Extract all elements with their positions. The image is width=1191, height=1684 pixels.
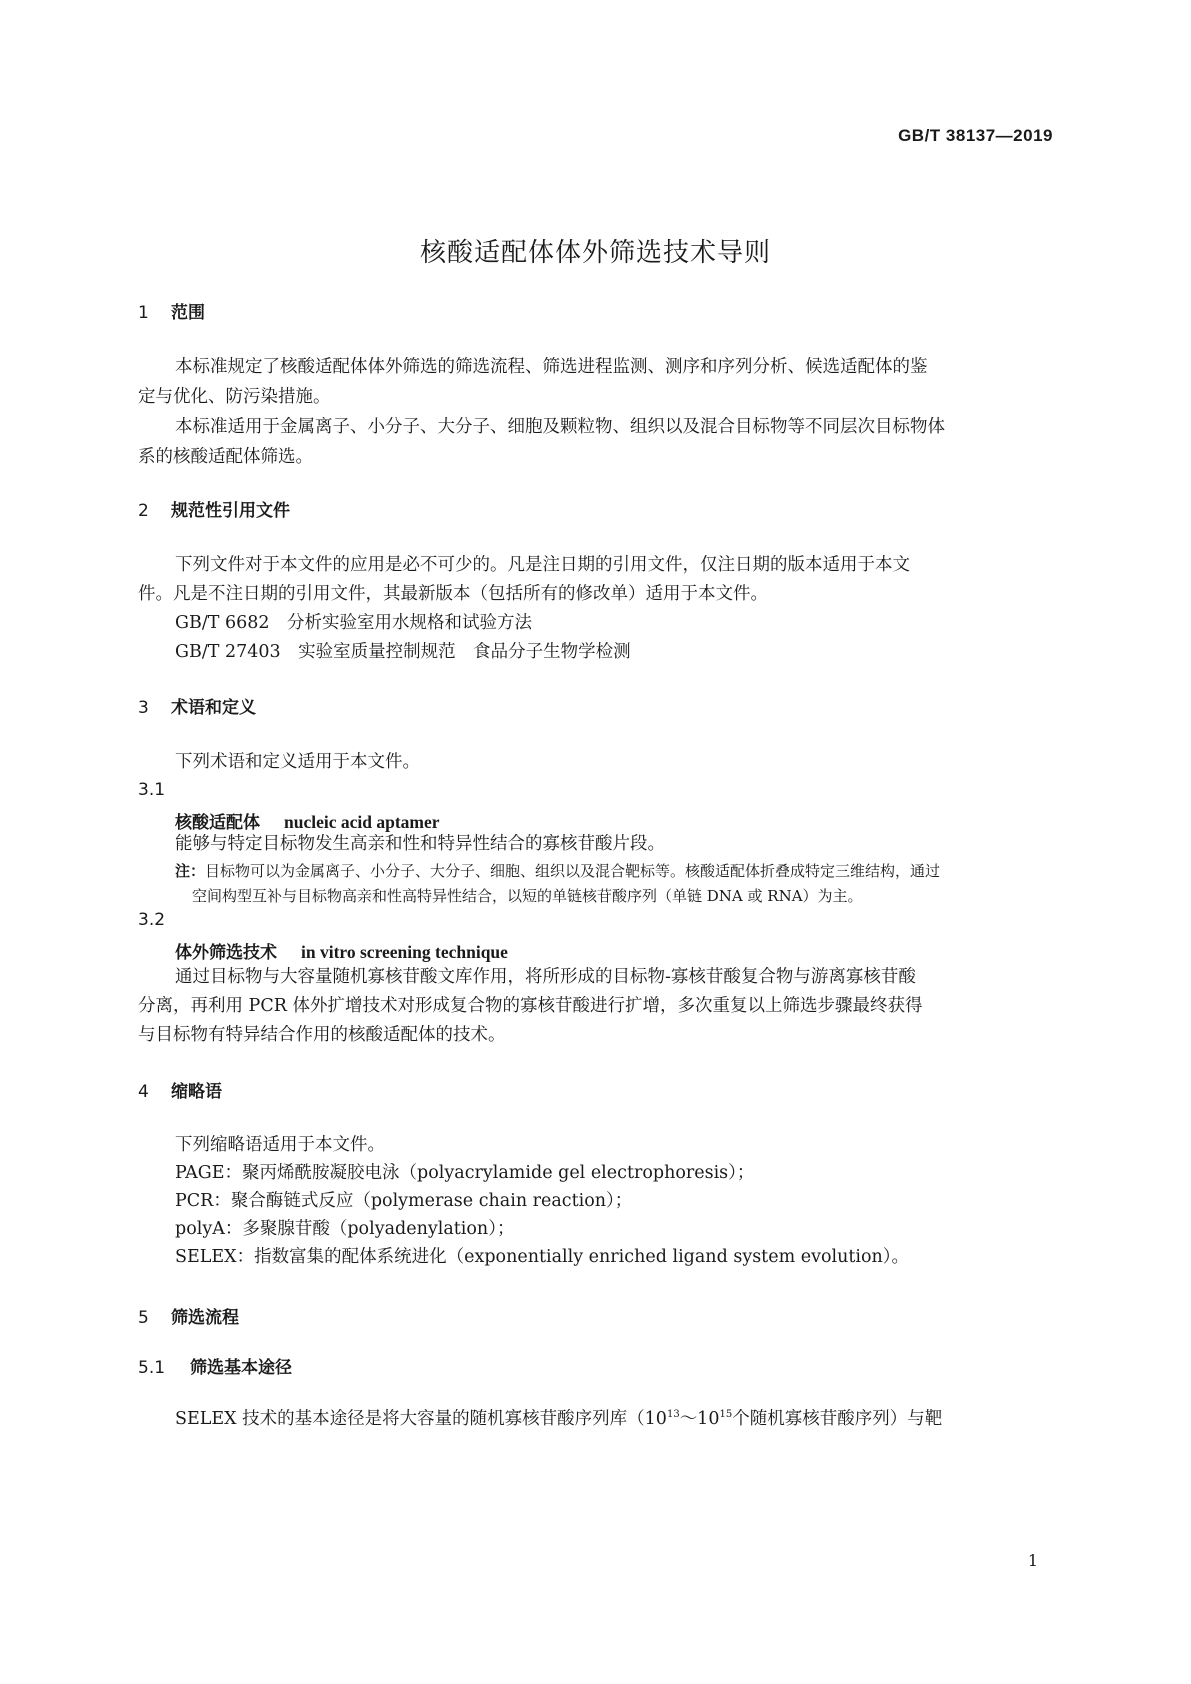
abbreviation-item: polyA：多聚腺苷酸（polyadenylation）； [175, 1219, 515, 1239]
text-run: ～10 [679, 1409, 720, 1429]
term-definition: 与目标物有特异结合作用的核酸适配体的技术。 [138, 1025, 506, 1045]
superscript-exponent: 15 [719, 1409, 733, 1420]
abbreviation-item: PCR：聚合酶链式反应（polymerase chain reaction）； [175, 1191, 633, 1211]
paragraph-line: 定与优化、防污染措施。 [138, 387, 331, 407]
term-number: 3.2 [138, 910, 166, 930]
note-text: 目标物可以为金属离子、小分子、大分子、细胞、组织以及混合靶标等。核酸适配体折叠成特定三维结构，通过 [205, 862, 941, 880]
text-run: 个随机寡核苷酸序列）与靶 [732, 1409, 943, 1429]
section-3-heading [138, 693, 256, 718]
reference-item: GB/T 6682 分析实验室用水规格和试验方法 [175, 613, 533, 633]
paragraph-line: 本标准规定了核酸适配体体外筛选的筛选流程、筛选进程监测、测序和序列分析、候选适配体的鉴 [175, 357, 928, 377]
term-note-continued: 空间构型互补与目标物高亲和性高特异性结合，以短的单链核苷酸序列（单链 DNA 或 RNA）为主。 [192, 887, 863, 905]
section-1-heading [138, 298, 205, 323]
section-title: 筛选流程 [171, 1308, 239, 1328]
paragraph-line: 本标准适用于金属离子、小分子、大分子、细胞及颗粒物、组织以及混合目标物等不同层次目标物体 [175, 417, 945, 437]
subsection-title: 筛选基本途径 [190, 1358, 292, 1378]
term-definition: 分离，再利用 PCR 体外扩增技术对形成复合物的寡核苷酸进行扩增，多次重复以上筛选步骤最终获得 [138, 996, 923, 1016]
subsection-5-1-heading [138, 1353, 292, 1378]
abbreviation-item: PAGE：聚丙烯酰胺凝胶电泳（polyacrylamide gel electrophoresis）； [175, 1163, 755, 1183]
document-title: 核酸适配体体外筛选技术导则 [419, 238, 771, 268]
abbreviation-item: SELEX：指数富集的配体系统进化（exponentially enriched ligand system evolution）。 [175, 1247, 910, 1267]
superscript-exponent: 13 [666, 1409, 680, 1420]
section-title: 规范性引用文件 [171, 501, 290, 521]
page-number: 1 [1027, 1551, 1038, 1570]
term-definition: 通过目标物与大容量随机寡核苷酸文库作用，将所形成的目标物-寡核苷酸复合物与游离寡核苷酸 [175, 967, 916, 987]
paragraph-line: 件。凡是不注日期的引用文件，其最新版本（包括所有的修改单）适用于本文件。 [138, 584, 768, 604]
note-label: 注： [175, 862, 206, 880]
section-number: 1 [138, 303, 149, 323]
term-english: in vitro screening technique [301, 942, 508, 962]
section-title: 范围 [171, 303, 205, 323]
reference-item: GB/T 27403 实验室质量控制规范 食品分子生物学检测 [175, 642, 631, 662]
paragraph-line: 下列文件对于本文件的应用是必不可少的。凡是注日期的引用文件，仅注日期的版本适用于本文 [175, 555, 910, 575]
section-title: 术语和定义 [171, 698, 256, 718]
term-chinese: 体外筛选技术 [175, 943, 277, 963]
paragraph-line: 下列缩略语适用于本文件。 [175, 1135, 385, 1155]
term-heading [175, 938, 508, 963]
section-number: 2 [138, 501, 149, 521]
term-english: nucleic acid aptamer [284, 812, 440, 832]
term-chinese: 核酸适配体 [175, 813, 260, 833]
paragraph-line: 系的核酸适配体筛选。 [138, 447, 313, 467]
section-number: 4 [138, 1082, 149, 1102]
paragraph-line: 下列术语和定义适用于本文件。 [175, 752, 420, 772]
subsection-number: 5.1 [138, 1358, 166, 1378]
term-note [175, 858, 940, 884]
section-number: 3 [138, 698, 149, 718]
text-run: SELEX 技术的基本途径是将大容量的随机寡核苷酸序列库（10 [175, 1409, 667, 1429]
standard-code: GB/T 38137—2019 [898, 126, 1053, 145]
section-number: 5 [138, 1308, 149, 1328]
section-5-heading [138, 1303, 239, 1328]
term-number: 3.1 [138, 780, 166, 800]
paragraph-line [175, 1400, 942, 1434]
section-4-heading [138, 1077, 222, 1102]
section-2-heading [138, 496, 290, 521]
section-title: 缩略语 [171, 1082, 222, 1102]
term-definition: 能够与特定目标物发生高亲和性和特异性结合的寡核苷酸片段。 [175, 834, 665, 854]
